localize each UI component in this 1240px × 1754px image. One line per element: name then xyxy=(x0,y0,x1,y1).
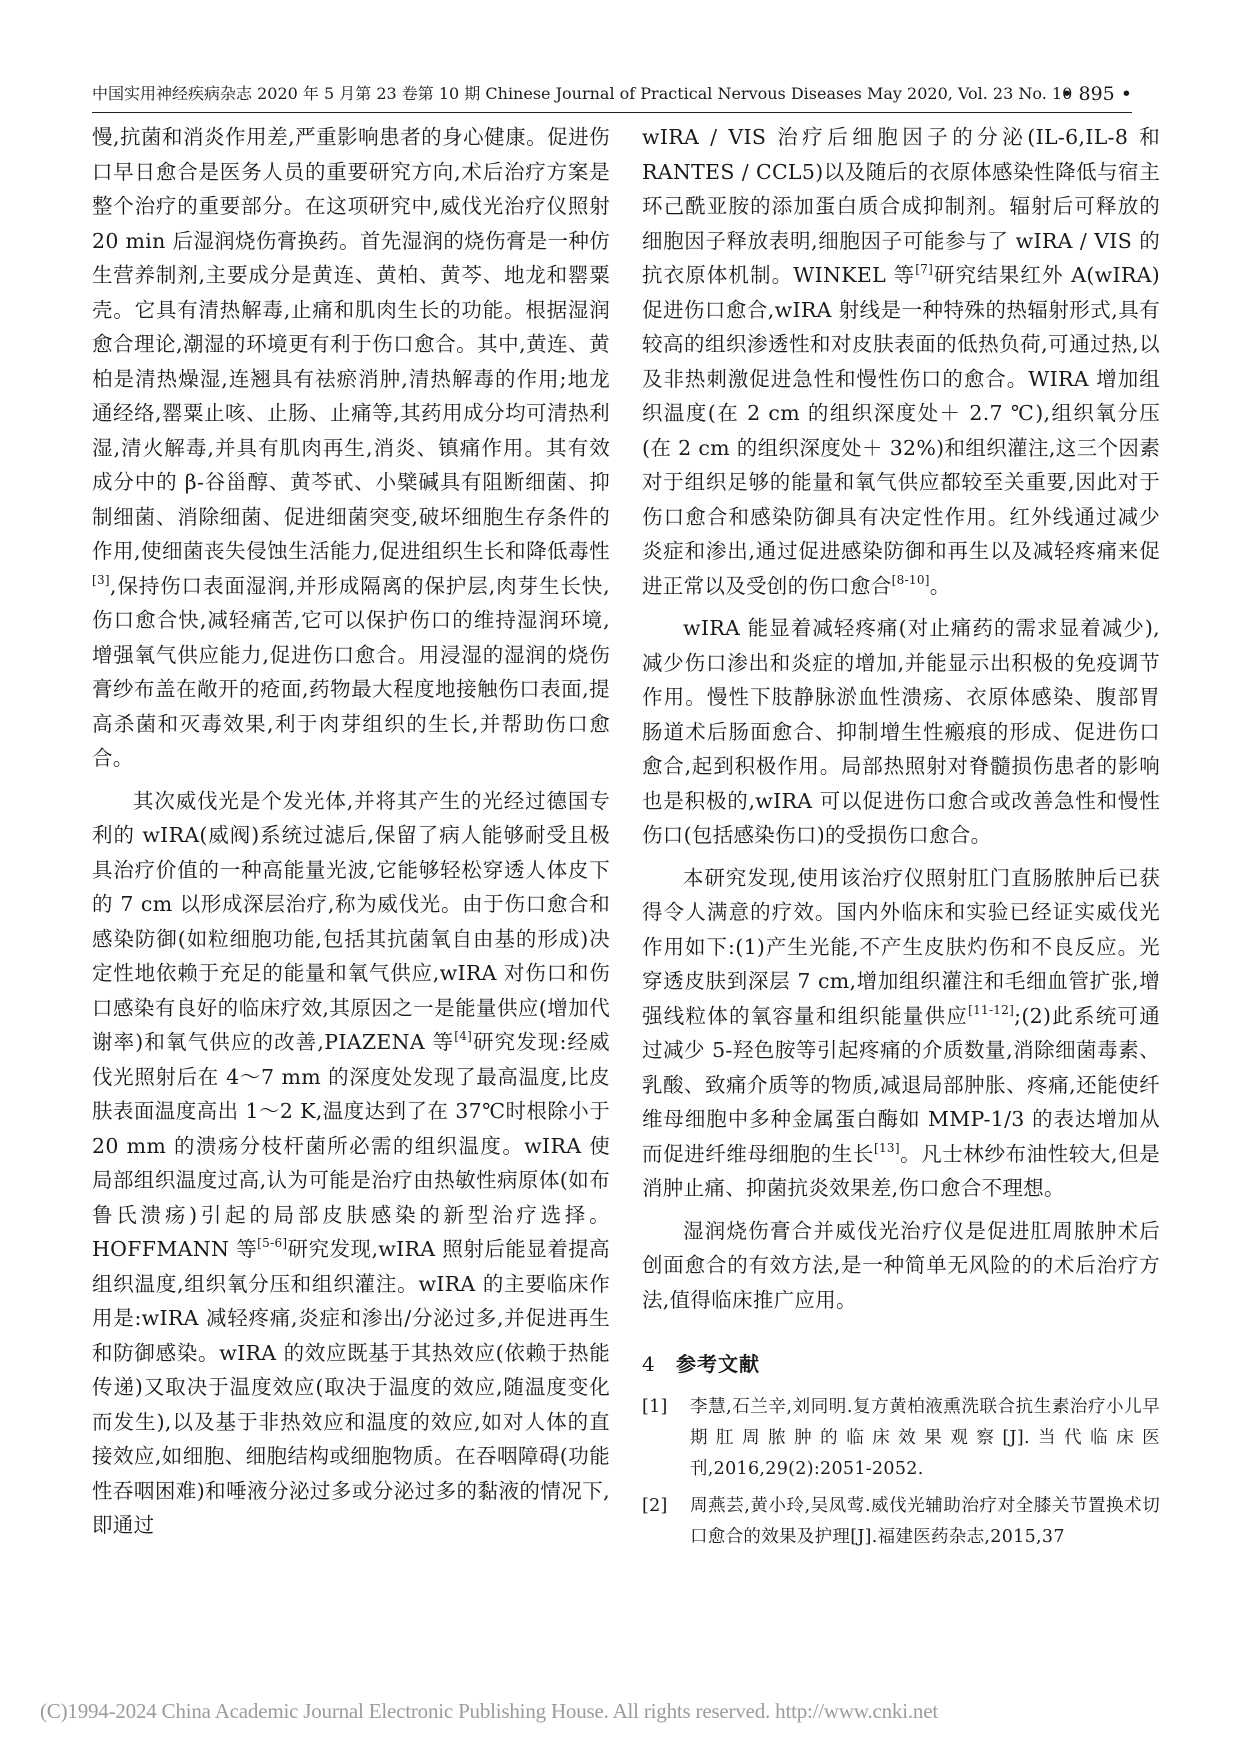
reference-item: [1] 李慧,石兰辛,刘同明.复方黄柏液熏洗联合抗生素治疗小儿早期肛周脓肿的临床效果观察[J].当代临床医刊,2016,29(2):2051-2052. xyxy=(642,1396,1160,1479)
journal-citation: 中国实用神经疾病杂志 2020 年 5 月第 23 卷第 10 期 Chinese Journal of Practical Nervous Diseases May 2020, Vol. 23 No. 10 xyxy=(92,84,1073,103)
header-divider xyxy=(92,112,1132,113)
reference-list xyxy=(642,1392,1160,1553)
right-column xyxy=(642,120,1160,1559)
citation: [8-10] xyxy=(891,572,930,587)
paragraph-conclusion: 湿润烧伤膏合并威伐光治疗仪是促进肛周脓肿术后创面愈合的有效方法,是一种简单无风险的的术后治疗方法,值得临床推广应用。 xyxy=(642,1218,1160,1312)
left-column xyxy=(92,120,610,1543)
copyright-footer: (C)1994-2024 China Academic Journal Electronic Publishing House. All rights reserved. http://www.cnki.net xyxy=(40,1699,938,1723)
citation: [3] xyxy=(92,572,110,587)
references-heading: 4 参考文献 xyxy=(642,1352,760,1376)
citation: [7] xyxy=(915,262,934,276)
citation: [13] xyxy=(873,1140,900,1155)
running-header xyxy=(92,78,1132,110)
paragraph-continued: 慢,抗菌和消炎作用差,严重影响患者的身心健康。促进伤口早日愈合是医务人员的重要研究方向,术后治疗方案是整个治疗的重要部分。在这项研究中,威伐光治疗仪照射 20 min 后湿润烧伤膏换药。首先湿润的烧伤膏是一种仿生营养制剂,主要成分是黄连、黄柏、黄芩、地龙和罂粟壳。它具有清热解毒,止痛和肌肉生长的功能。根据湿润愈合理论,潮湿的环境更有利于伤口愈合。其中,黄连、黄柏是清热燥湿,连翘具有祛瘀消肿,清热解毒的作用;地龙通经络,罂粟止咳、止肠、止痛等,其药用成分均可清热利湿,清火解毒,并具有肌肉再生,消炎、镇痛作用。其有效成分中的 β-谷甾醇、黄芩甙、小檗碱具有阻断细菌、抑制细菌、消除细菌、促进细菌突变,破坏细胞生存条件的作用,使细菌丧失侵蚀生活能力,促进组织生长和降低毒性[3],保持伤口表面湿润,并形成隔离的保护层,肉芽生长快,伤口愈合快,减轻痛苦,它可以保护伤口的维持湿润环境,增强氧气供应能力,促进伤口愈合。用浸湿的湿润的烧伤膏纱布盖在敞开的疮面,药物最大程度地接触伤口表面,提高杀菌和灭毒效果,利于肉芽组织的生长,并帮助伤口愈合。 xyxy=(92,125,610,770)
citation: [5-6] xyxy=(257,1236,288,1250)
page-number: • 895 • xyxy=(1061,83,1132,105)
paragraph-pain-relief: wIRA 能显着减轻疼痛(对止痛药的需求显着减少),减少伤口渗出和炎症的增加,并能显示出积极的免疫调节作用。慢性下肢静脉淤血性溃疡、衣原体感染、腹部胃肠道术后肠面愈合、抑制增生性瘢痕的形成、促进伤口愈合,起到积极作用。局部热照射对脊髓损伤患者的影响也是积极的,wIRA 可以促进伤口愈合或改善急性和慢性伤口(包括感染伤口)的受损伤口愈合。 xyxy=(642,616,1160,847)
citation: [11-12] xyxy=(968,1002,1015,1017)
paragraph-wira-principle: 其次威伐光是个发光体,并将其产生的光经过德国专利的 wIRA(威阀)系统过滤后,保留了病人能够耐受且极具治疗价值的一种高能量光波,它能够轻松穿透人体皮下的 7 cm 以形成深层治疗,称为威伐光。由于伤口愈合和感染防御(如粒细胞功能,包括其抗菌氧自由基的形成)决定性地依赖于充足的能量和氧气供应,wIRA 对伤口和伤口感染有良好的临床疗效,其原因之一是能量供应(增加代谢率)和氧气供应的改善,PIAZENA 等[4]研究发现:经威伐光照射后在 4～7 mm 的深度处发现了最高温度,比皮肤表面温度高出 1～2 K,温度达到了在 37℃时根除小于 20 mm 的溃疡分枝杆菌所必需的组织温度。wIRA 使局部组织温度过高,认为可能是治疗由热敏性病原体(如布鲁氏溃疡)引起的局部皮肤感染的新型治疗选择。HOFFMANN 等[5-6]研究发现,wIRA 照射后能显着提高组织温度,组织氧分压和组织灌注。wIRA 的主要临床作用是:wIRA 减轻疼痛,炎症和渗出/分泌过多,并促进再生和防御感染。wIRA 的效应既基于其热效应(依赖于热能传递)又取决于温度效应(取决于温度的效应,随温度变化而发生),以及基于非热效应和温度的效应,如对人体的直接效应,如细胞、细胞结构或细胞物质。在吞咽障碍(功能性吞咽困难)和唾液分泌过多或分泌过多的黏液的情况下,即通过 xyxy=(92,788,610,1537)
paragraph-continued: wIRA / VIS 治疗后细胞因子的分泌(IL-6,IL-8 和 RANTES / CCL5)以及随后的衣原体感染性降低与宿主环己酰亚胺的添加蛋白质合成抑制剂。辐射后可释放的细胞因子释放表明,细胞因子可能参与了 wIRA / VIS 的抗衣原体机制。WINKEL 等[7]研究结果红外 A(wIRA)促进伤口愈合,wIRA 射线是一种特殊的热辐射形式,具有较高的组织渗透性和对皮肤表面的低热负荷,可通过热,以及非热刺激促进急性和慢性伤口的愈合。WIRA 增加组织温度(在 2 cm 的组织深度处＋ 2.7 ℃),组织氧分压(在 2 cm 的组织深度处＋ 32%)和组织灌注,这三个因素对于组织足够的能量和氧气供应都较至关重要,因此对于伤口愈合和感染防御具有决定性作用。红外线通过减少炎症和渗出,通过促进感染防御和再生以及减轻疼痛来促进正常以及受创的伤口愈合[8-10]。 xyxy=(642,125,1161,598)
paragraph-findings: 本研究发现,使用该治疗仪照射肛门直肠脓肿后已获得令人满意的疗效。国内外临床和实验已经证实威伐光作用如下:(1)产生光能,不产生皮肤灼伤和不良反应。光穿透皮肤到深层 7 cm,增加组织灌注和毛细血管扩张,增强线粒体的氧容量和组织能量供应[11-12];(2)此系统可通过减少 5-羟色胺等引起疼痛的介质数量,消除细菌毒素、乳酸、致痛介质等的物质,减退局部肿胀、疼痛,还能使纤维母细胞中多种金属蛋白酶如 MMP-1/3 的表达增加从而促进纤维母细胞的生长[13]。凡士林纱布油性较大,但是消肿止痛、抑菌抗炎效果差,伤口愈合不理想。 xyxy=(642,865,1160,1200)
reference-item: [2] 周燕芸,黄小玲,吴凤莺.威伐光辅助治疗对全膝关节置换术切口愈合的效果及护理[J].福建医药杂志,2015,37 xyxy=(642,1495,1160,1547)
citation: [4] xyxy=(454,1029,473,1043)
